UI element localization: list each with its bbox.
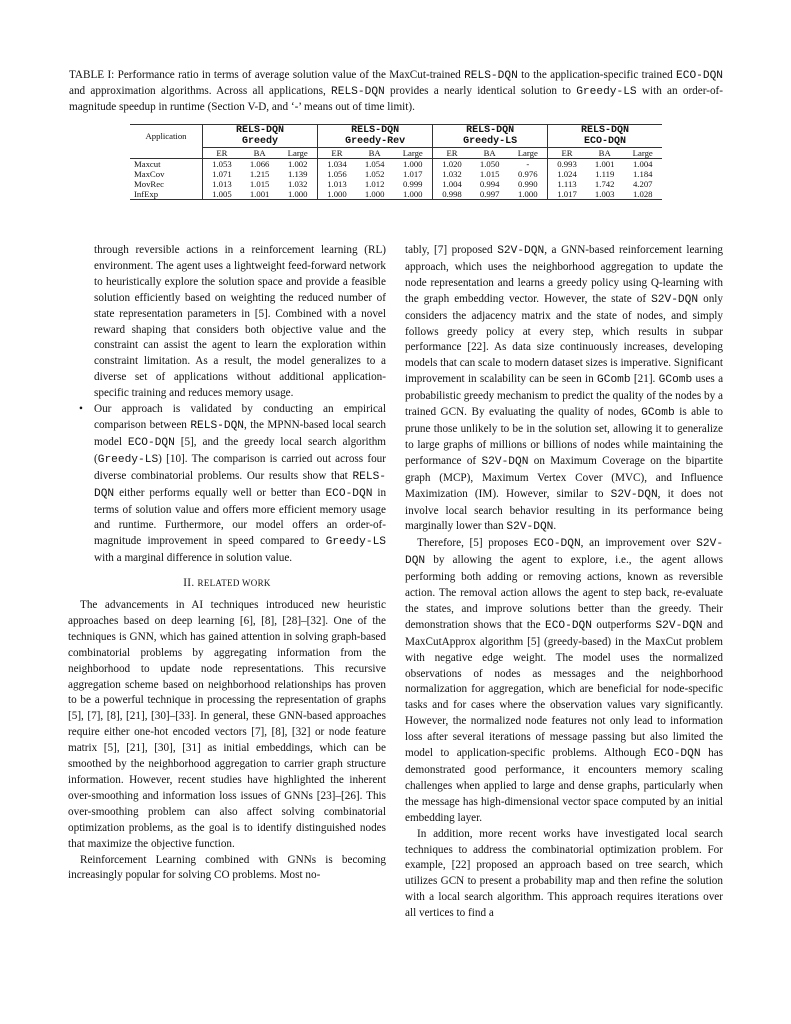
group-header-bottom: ECO-DQN: [548, 136, 662, 148]
table-cell: 1.056: [318, 169, 356, 179]
group-header-top: RELS-DQN: [203, 125, 318, 137]
code-term: S2V-DQN: [506, 521, 554, 534]
code-term: RELS-DQN: [190, 419, 245, 432]
right-column: [405, 243, 723, 922]
row-application: MaxCov: [134, 169, 165, 179]
row-application: MovRec: [134, 179, 164, 189]
table-cell: 1.015: [479, 169, 500, 179]
code-term: S2V-DQN: [497, 245, 545, 257]
table-cell: 1.053: [203, 159, 241, 170]
table-cell: 1.071: [203, 169, 241, 179]
group-header-bottom: Greedy-LS: [433, 136, 548, 148]
intro-continuation: through reversible actions in a reinforcement learning (RL) environment. The agent uses a lightweight feed-forward network to heuristically explore the solution space and provide a feasible solution efficiently based on weighting the reduced number of state representation parameters in [5]. Combined with a novel reward shaping that considers both objective value and the constraint can assist the agent to learn the exploration within constraint limitation. As a result, the model generalizes to a diverse set of applications without additional application-specific training and reduces memory usage.: [94, 244, 386, 400]
subcol-header: ER: [318, 148, 356, 159]
subcol-header: BA: [253, 148, 266, 158]
group-header-top: RELS-DQN: [318, 125, 433, 137]
group-header-top: RELS-DQN: [433, 125, 548, 137]
table-cell: 1.012: [364, 179, 385, 189]
caption-code: ECO-DQN: [676, 70, 724, 82]
code-term: GComb: [597, 374, 631, 387]
table-cell: 1.005: [203, 189, 241, 200]
table-cell: 1.050: [479, 159, 500, 169]
caption-text: Performance ratio in terms of average solution value of the MaxCut-trained: [117, 69, 461, 81]
table-cell: 1.004: [433, 179, 471, 189]
table-cell: 0.999: [402, 179, 423, 189]
subcol-header: BA: [483, 148, 496, 158]
local-search-paragraph: In addition, more recent works have investigated local search techniques to address the combinatorial optimization problem. For example, [22] proposed an approach based on tree search, which utilizes GCN to present a probability map and then refine the solution with a local search algorithm. This approach requires iterations over all vertices to find a: [405, 827, 723, 920]
table-cell: 1.000: [402, 159, 423, 169]
table-cell: 0.998: [433, 189, 471, 200]
table-cell: 1.000: [287, 189, 308, 199]
table-row: [130, 189, 662, 200]
code-term: ECO-DQN: [533, 538, 581, 551]
code-term: ECO-DQN: [127, 436, 175, 449]
subcol-header: ER: [548, 148, 586, 159]
subcol-header: Large: [402, 148, 423, 158]
table-cell: 1.000: [318, 189, 356, 200]
app-header: Application: [145, 131, 187, 142]
code-term: ECO-DQN: [653, 748, 701, 761]
left-column: [68, 243, 386, 884]
table-cell: 1.024: [548, 169, 586, 179]
caption-code: RELS-DQN: [331, 86, 385, 98]
code-term: Greedy-LS: [325, 536, 387, 549]
caption-text: with an order-of-magnitude speedup in runtime (Section V-D, and ‘-’ means out of time limit).: [69, 85, 724, 113]
table-cell: 1.013: [318, 179, 356, 189]
table-cell: 1.032: [287, 179, 308, 189]
code-term: RELS-DQN: [94, 470, 387, 500]
table-row: [130, 179, 662, 189]
table-cell: 1.000: [364, 189, 385, 199]
subcol-header: BA: [598, 148, 611, 158]
section-heading: [68, 576, 386, 592]
table-cell: 1.066: [249, 159, 270, 169]
table-cell: 1.015: [249, 179, 270, 189]
table-cell: 1.184: [632, 169, 653, 179]
section-title: RELATED WORK: [197, 578, 271, 589]
row-application: InfExp: [134, 189, 159, 199]
code-term: S2V-DQN: [651, 293, 699, 306]
table-cell: 1.119: [595, 169, 615, 179]
table-body: [130, 159, 662, 200]
code-term: S2V-DQN: [405, 538, 724, 568]
empty-subheader: [130, 148, 203, 159]
caption-code: RELS-DQN: [464, 70, 518, 82]
results-table: [130, 124, 662, 200]
table-cell: 1.000: [402, 189, 423, 199]
section-number: II.: [183, 577, 195, 590]
results-table-wrap: [130, 124, 662, 200]
subcol-header: Large: [632, 148, 653, 158]
subcol-header: Large: [517, 148, 538, 158]
table-cell: 1.020: [433, 159, 471, 170]
table-cell: 1.001: [249, 189, 270, 199]
table-cell: 1.742: [594, 179, 615, 189]
table-caption: [69, 68, 723, 115]
code-term: ECO-DQN: [325, 487, 373, 500]
related-work-paragraph: The advancements in AI techniques introduced new heuristic approaches based on deep learning [6], [8], [28]–[32]. One of the techniques is GNN, which has gained attention in solving graph-based combinatorial problems by aggregating information from the neighborhood to update node representations. This recursive aggregation scheme based on neighborhood relationships has proven to be a powerful technique in processing the representation of graphs [5], [7], [8], [21], [30]–[33]. In general, these GNN-based approaches require either one-hot encoded vectors [7], [8], [32] or node feature matrix [5], [21], [30], [31] as initial embeddings, which can be smoothed by the neighborhood aggregation to carrier graph structure information. However, recent studies have highlighted the inherent over-smoothing and information loss issues of GNNs [23]–[26]. This over-smoothing problem can also affect solving combinatorial optimization problems, as the goal is to identify distinguished nodes that maximize the objective function.: [68, 599, 386, 850]
table-cell: 1.017: [548, 189, 586, 200]
table-cell: 1.001: [594, 159, 615, 169]
bullet-dot: •: [79, 403, 83, 416]
s2v-paragraph: tably, [7] proposed S2V-DQN, a GNN-based reinforcement learning approach, which uses the neighborhood aggregation to update the node representation and learns a greedy policy using Q-learning with the graph embedding vector. However, the state of S2V-DQN only considers the adjacency matrix and the state of nodes, and simply follows greedy policy at every step, which results in subpar performance [22]. As data size continuously increases, developing models that can scale to modern dataset sizes is imperative. Significant improvement in scalability can be seen in GComb [21]. GComb uses a probabilistic greedy mechanism to predict the quality of the nodes by a trained GCN. By evaluating the quality of nodes, GComb is able to prune those unlikely to be in the solution set, allowing it to generalize to large graphs of millions or billions of nodes while maintaining the performance of S2V-DQN on Maximum Coverage on the bipartite graph (MCP), Maximum Vertex Cover (MVC), and Influence Maximization (IM). However, similar to S2V-DQN, it does not involve local search behavior resulting in its performance being marginally lower than S2V-DQN.: [405, 244, 724, 534]
table-row: [130, 169, 662, 179]
table-cell: 0.993: [548, 159, 586, 170]
table-cell: -: [526, 159, 530, 169]
code-term: GComb: [641, 407, 675, 420]
table-cell: 1.113: [548, 179, 586, 189]
table-cell: 1.054: [364, 159, 385, 169]
subcol-header: ER: [203, 148, 241, 159]
table-cell: 1.032: [433, 169, 471, 179]
table-cell: 0.997: [479, 189, 500, 199]
group-header-top: RELS-DQN: [548, 125, 662, 137]
group-header-bottom: Greedy: [203, 136, 318, 148]
eco-paragraph: Therefore, [5] proposes ECO-DQN, an improvement over S2V-DQN by allowing the agent to explore, i.e., the agent allows performing both adding or removing actions, known as reversible action. The removal action allows the agent to step back, re-evaluate the states, and improve solutions better than the greedy. Their demonstration shows that the ECO-DQN outperforms S2V-DQN and MaxCutApprox algorithm [5] (greedy-based) in the MaxCut problem with negative edge weight. The model uses the normalized observations of nodes as messages and the neighborhood normalization for aggregation, which are beneficial for node-specific tasks and for cases where the observation values vary significantly. However, the normalized node features not only lead to information loss after several iterations of message passing but also limited the model to application-specific problems. Although ECO-DQN has demonstrated good performance, it encounters memory scaling challenges when applied to large and dense graphs, particularly when the message has high-dimensional vector space computed by an initial embedding layer.: [405, 537, 724, 824]
table-cell: 1.028: [632, 189, 653, 199]
table-cell: 4.207: [632, 179, 653, 189]
code-term: S2V-DQN: [610, 488, 658, 501]
row-application: Maxcut: [134, 159, 161, 169]
table-cell: 1.034: [318, 159, 356, 170]
table-cell: 0.990: [518, 179, 538, 189]
table-row: [130, 159, 662, 170]
table-cell: 1.002: [287, 159, 308, 169]
code-term: S2V-DQN: [655, 619, 703, 632]
table-cell: 1.017: [402, 169, 423, 179]
code-term: ECO-DQN: [544, 619, 592, 632]
caption-text: provides a nearly identical solution to: [390, 85, 571, 97]
caption-label: TABLE I:: [69, 69, 115, 81]
contribution-bullet: • Our approach is validated by conducting an empirical comparison between RELS-DQN, the MPNN-based local search model ECO-DQN [5], and the greedy local search algorithm (Greedy-LS) [10]. The comparison is carried out across four diverse combinatorial problems. Our results show that RELS-DQN either performs equally well or better than ECO-DQN in terms of solution value and offers more efficient memory usage and runtime. Furthermore, our model offers an order-of-magnitude improvement in speed compared to Greedy-LS with a marginal difference in solution value.: [79, 403, 387, 565]
table-cell: 1.004: [632, 159, 653, 169]
group-header-bottom: Greedy-Rev: [318, 136, 433, 148]
subcol-header: Large: [287, 148, 308, 158]
table-cell: 1.013: [203, 179, 241, 189]
code-term: S2V-DQN: [481, 455, 529, 468]
code-term: GComb: [658, 374, 693, 387]
table-cell: 1.215: [249, 169, 270, 179]
caption-text: to the application-specific trained: [521, 69, 673, 81]
table-cell: 1.139: [287, 169, 308, 179]
table-cell: 0.976: [518, 169, 538, 179]
table-cell: 1.052: [364, 169, 385, 179]
subcol-header: BA: [368, 148, 381, 158]
table-cell: 1.000: [518, 189, 538, 199]
table-cell: 0.994: [479, 179, 500, 189]
caption-code: Greedy-LS: [576, 86, 637, 98]
caption-text: and approximation algorithms. Across all applications,: [69, 85, 326, 97]
code-term: Greedy-LS: [97, 453, 159, 466]
related-work-paragraph: Reinforcement Learning combined with GNNs is becoming increasingly popular for solving CO problems. Most no-: [68, 853, 386, 882]
subcol-header: ER: [433, 148, 471, 159]
table-cell: 1.003: [594, 189, 615, 199]
